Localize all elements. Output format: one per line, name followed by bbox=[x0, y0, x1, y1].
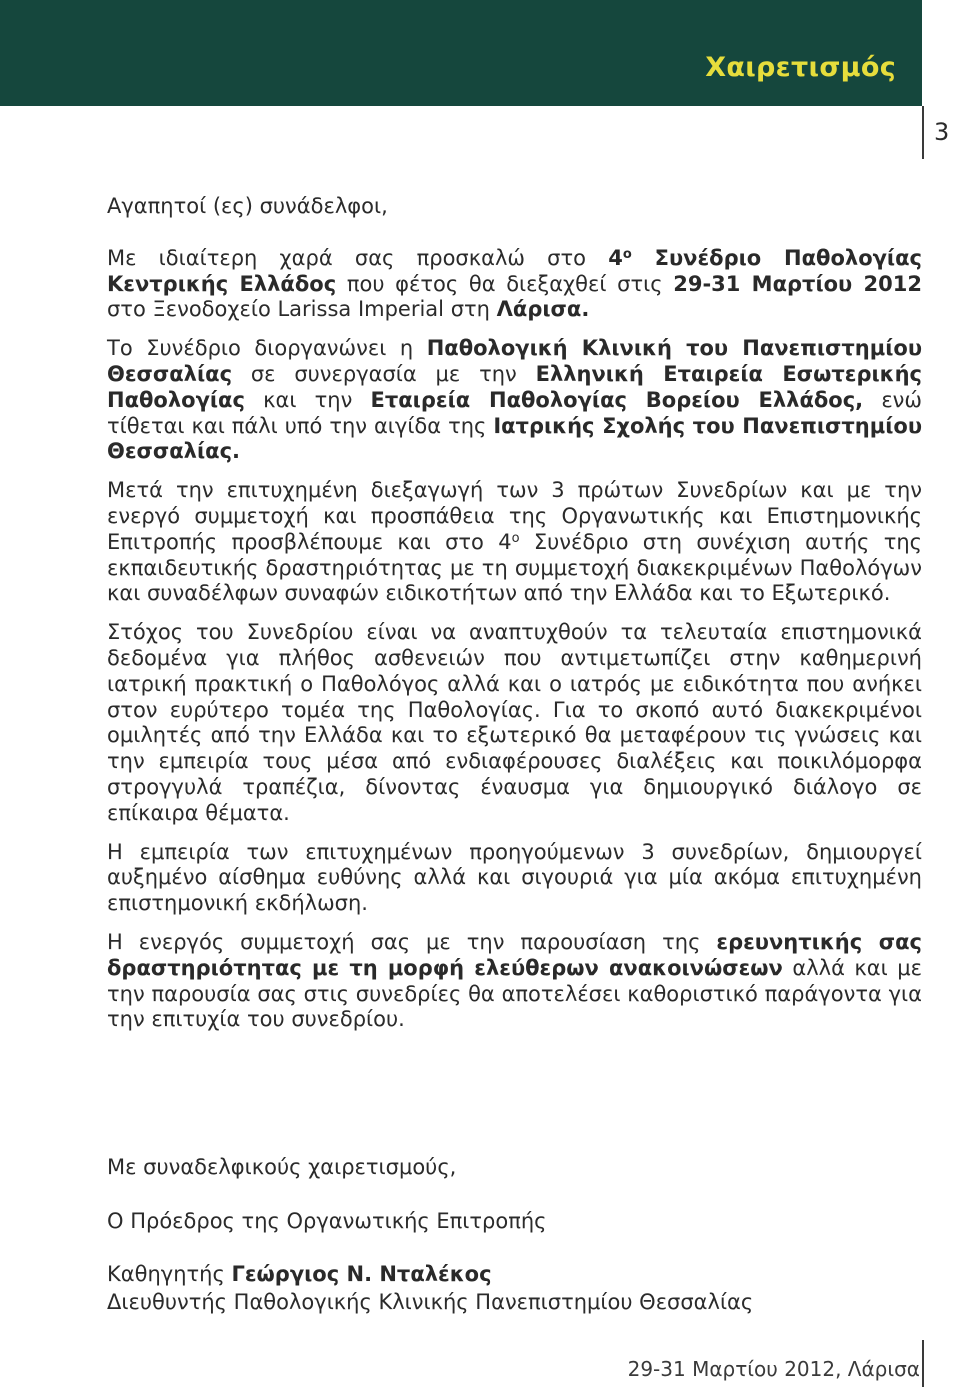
organizer-society-1: Ελληνική Εταιρεία Εσωτερικής Παθολογίας bbox=[107, 361, 922, 412]
organizer-clinic: Παθολογική Κλινική του Πανεπιστημίου Θεσσαλίας bbox=[107, 336, 922, 386]
salutation: Αγαπητοί (ες) συνάδελφοι, bbox=[107, 194, 388, 218]
paragraph-invitation bbox=[107, 246, 922, 323]
organizer-society-2: Εταιρεία Παθολογίας Βορείου Ελλάδος, bbox=[370, 387, 864, 412]
ordinal-superscript: ο bbox=[511, 530, 520, 546]
text-span: και την bbox=[244, 387, 371, 412]
text-span: Μετά την επιτυχημένη διεξαγωγή των 3 πρώτων Συνεδρίων και με την ενεργό συμμετοχή και προσπάθεια της Οργανωτικής και Επιστημονικής Επιτροπής προσβλέπουμε και στο 4 bbox=[107, 478, 922, 554]
header-band bbox=[0, 0, 922, 106]
paragraph-goal: Στόχος του Συνεδρίου είναι να αναπτυχθούν τα τελευταία επιστημονικά δεδομένα για πλήθος ασθενειών που αντιμετωπίζει στην καθημερινή ιατρική πρακτική ο Παθολόγος αλλά και ο ιατρός με ειδικότητα που ανήκει στον ευρύτερο τομέα της Παθολογίας. Για το σκοπό αυτό διακεκριμένοι ομιλητές από την Ελλάδα και το εξωτερικό θα μεταφέρουν τις γνώσεις και την εμπειρία τους μέσα από ενδιαφέρουσες διαλέξεις και ποικιλόμορφα στρογγυλά τραπέζια, δίνοντας έναυσμα για δημιουργικό διάλογο σε επίκαιρα θέματα. bbox=[107, 620, 922, 825]
paragraph-previous-congresses bbox=[107, 478, 922, 607]
page-title: Χαιρετισμός bbox=[705, 52, 896, 83]
congress-title: Συνέδριο Παθολογίας Κεντρικής Ελλάδος bbox=[107, 245, 922, 296]
footer-event-date-place: 29-31 Μαρτίου 2012, Λάρισα bbox=[627, 1357, 920, 1381]
page-number-divider bbox=[922, 106, 924, 159]
congress-number: 4 bbox=[608, 245, 623, 270]
paragraph-organizers bbox=[107, 336, 922, 465]
congress-dates: 29-31 Μαρτίου 2012 bbox=[673, 271, 922, 296]
text-span: στο Ξενοδοχείο Larissa Imperial στη bbox=[107, 297, 497, 322]
text-span: που φέτος θα διεξαχθεί στις bbox=[336, 271, 674, 296]
signatory-role: Ο Πρόεδρος της Οργανωτικής Επιτροπής bbox=[107, 1209, 547, 1233]
text-span: αλλά και με την παρουσία σας στις συνεδρίες θα αποτελέσει καθοριστικό παράγοντα για την επιτυχία του συνεδρίου. bbox=[107, 955, 922, 1032]
paragraph-participation bbox=[107, 930, 922, 1033]
congress-city: Λάρισα. bbox=[496, 297, 590, 322]
letter-body bbox=[107, 194, 922, 1046]
footer-divider bbox=[922, 1340, 924, 1387]
text-span: Η ενεργός συμμετοχή σας με την παρουσίαση της bbox=[107, 929, 717, 954]
free-communications-highlight: ερευνητικής σας δραστηριότητας με τη μορφή ελεύθερων ανακοινώσεων bbox=[107, 929, 922, 980]
text-span: ενώ τίθεται και πάλι υπό την αιγίδα της bbox=[107, 387, 923, 438]
text-span: Με ιδιαίτερη χαρά σας προσκαλώ στο bbox=[107, 245, 609, 270]
text-span: σε συνεργασία με την bbox=[232, 361, 536, 386]
closing-greeting: Με συναδελφικούς χαιρετισμούς, bbox=[107, 1155, 457, 1179]
signatory-position: Διευθυντής Παθολογικής Κλινικής Πανεπιστημίου Θεσσαλίας bbox=[107, 1290, 754, 1314]
auspices-school: Ιατρικής Σχολής του Πανεπιστημίου Θεσσαλίας. bbox=[107, 413, 922, 464]
paragraph-experience: Η εμπειρία των επιτυχημένων προηγούμενων 3 συνεδρίων, δημιουργεί αυξημένο αίσθημα ευθύνης αλλά και σιγουριά για μία ακόμα επιτυχημένη επιστημονική εκδήλωση. bbox=[107, 839, 922, 916]
text-span: Το Συνέδριο διοργανώνει η bbox=[107, 336, 427, 361]
signatory-name: Γεώργιος Ν. Νταλέκος bbox=[231, 1262, 492, 1286]
page-number: 3 bbox=[934, 118, 950, 146]
signatory-name-line bbox=[107, 1261, 492, 1287]
ordinal-superscript: ο bbox=[622, 246, 632, 262]
text-span: Συνέδριο στη συνέχιση αυτής της εκπαιδευτικής δραστηριότητας με τη συμμετοχή διακεκριμένων Παθολόγων και συναδέλφων συναφών ειδικοτήτων από την Ελλάδα και το Εξωτερικό. bbox=[107, 529, 922, 606]
signatory-title: Καθηγητής bbox=[107, 1262, 232, 1286]
